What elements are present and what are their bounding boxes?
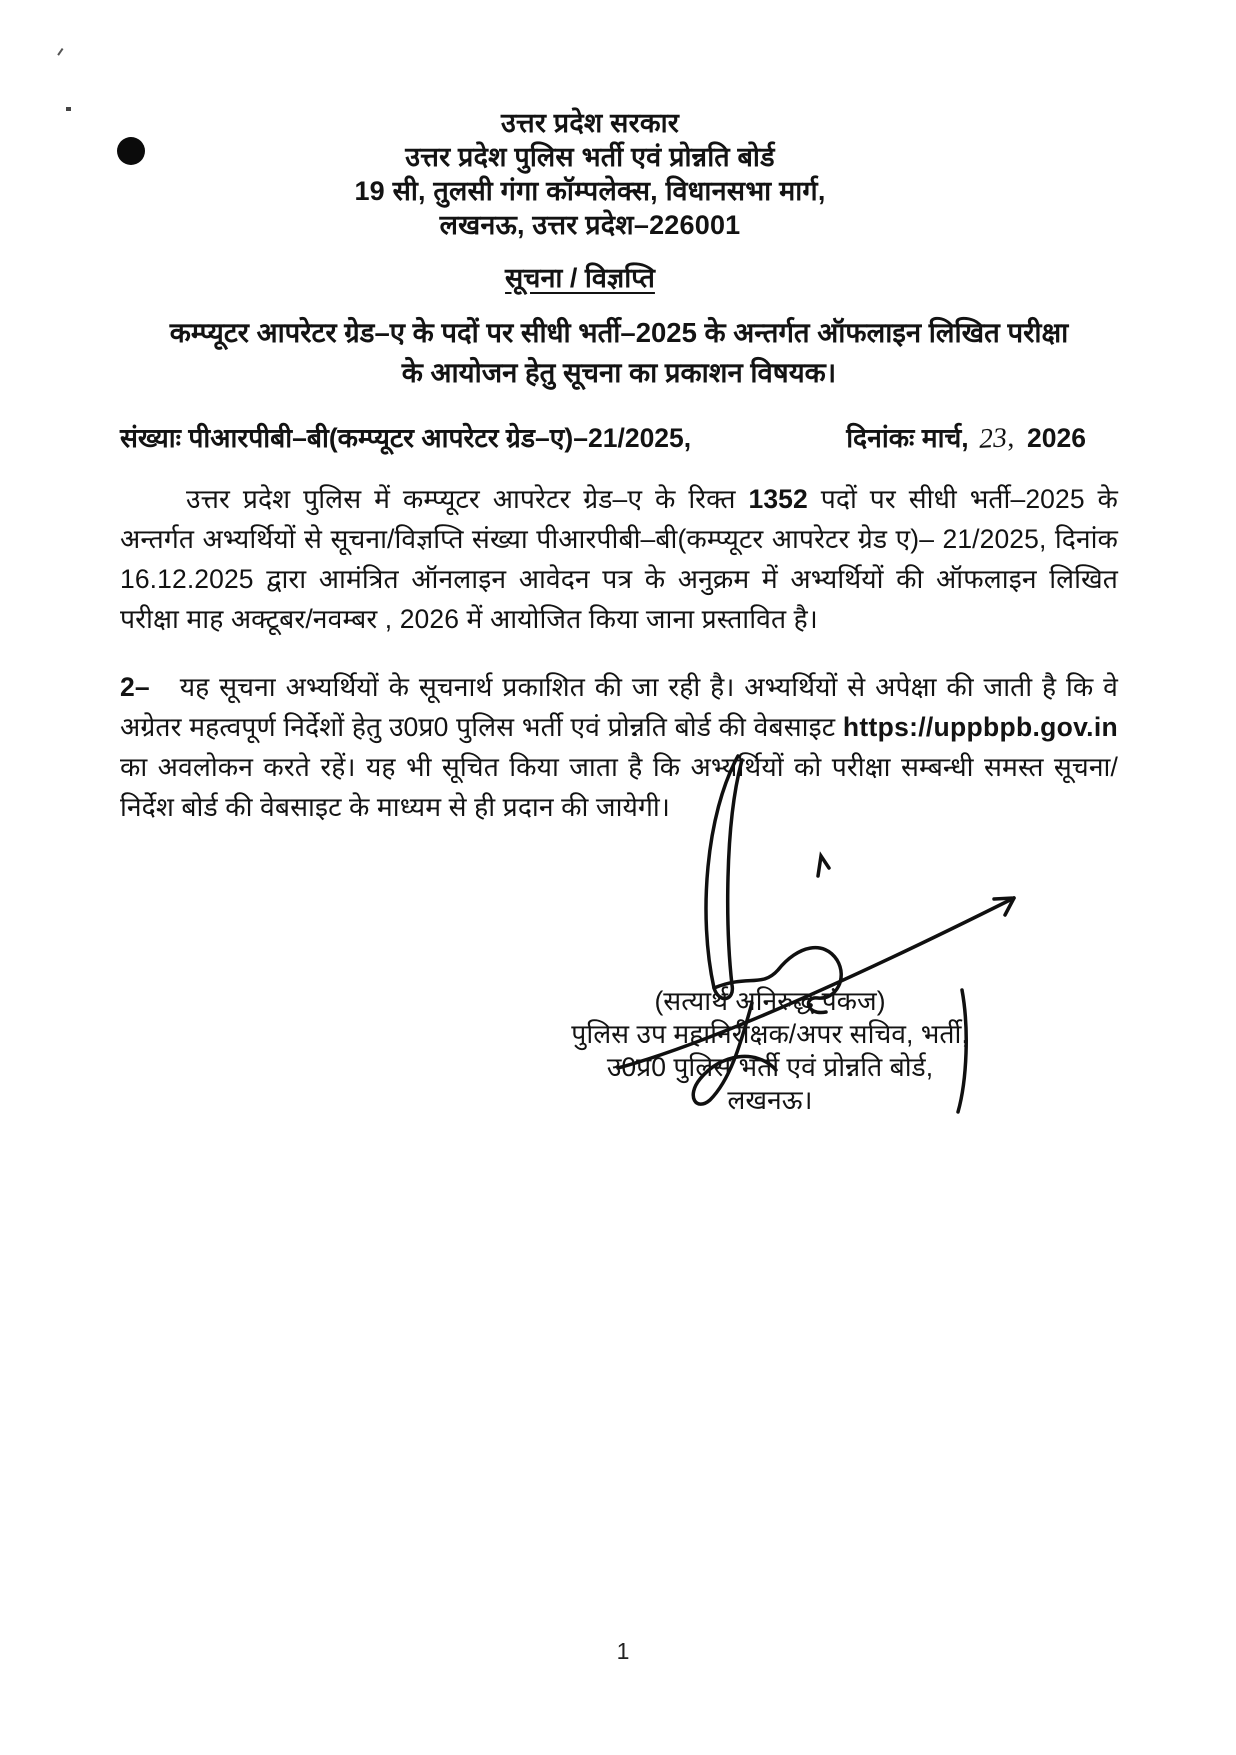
date-label: दिनांकः मार्च, bbox=[846, 423, 969, 453]
para2-text: यह सूचना अभ्यर्थियों के सूचनार्थ प्रकाशित की जा रही है। अभ्यर्थियों से अपेक्षा की जाती है कि वे अग्रेतर महत्वपूर्ण निर्देशों हेतु उ0प्र0 पुलिस भर्ती एवं प्रोन्नति बोर्ड की वेबसाइट bbox=[120, 672, 1118, 742]
reference-line bbox=[0, 419, 1236, 455]
notice-date bbox=[846, 419, 1086, 455]
signatory-organization: उ0प्र0 पुलिस भर्ती एवं प्रोन्नति बोर्ड, bbox=[606, 1052, 934, 1082]
subject bbox=[0, 313, 1236, 393]
signatory-designation: पुलिस उप महानिरीक्षक/अपर सचिव, भर्ती, bbox=[571, 1019, 969, 1049]
notice-title bbox=[0, 258, 1198, 295]
board-website-url: https://uppbpb.gov.in bbox=[842, 712, 1118, 742]
signature-block bbox=[0, 985, 1236, 1117]
government-name: उत्तर प्रदेश सरकार bbox=[500, 108, 680, 138]
handwritten-day: 23, bbox=[977, 422, 1015, 455]
para1-text: पदों पर सीधी भर्ती–2025 के अन्तर्गत अभ्यर्थियों से सूचना/विज्ञप्ति संख्या पीआरपीबी–बी(कम्प्यूटर आपरेटर ग्रेड ए)– 21/2025, दिनांक 16.12.2025 द्वारा आमंत्रित ऑनलाइन आवेदन पत्र के अनुक्रम में अभ्यर्थियों की ऑफलाइन लिखित परीक्षा माह अक्टूबर/नवम्बर , 2026 में आयोजित किया जाना प्रस्तावित है। bbox=[120, 484, 1118, 634]
vacancy-count: 1352 bbox=[748, 484, 808, 514]
date-year: 2026 bbox=[1027, 423, 1086, 453]
paragraph-2 bbox=[0, 667, 1236, 827]
city-pincode-line: लखनऊ, उत्तर प्रदेश–226001 bbox=[439, 210, 741, 240]
notice-title-text: सूचना / विज्ञप्ति bbox=[505, 263, 655, 293]
page-number: 1 bbox=[616, 1638, 630, 1664]
subject-line-2: के आयोजन हेतु सूचना का प्रकाशन विषयक। bbox=[401, 357, 837, 388]
para2-text: का अवलोकन करते रहें। यह भी सूचित किया जाता है कि अभ्यर्थियों को परीक्षा सम्बन्धी समस्त सूचना/निर्देश बोर्ड की वेबसाइट के माध्यम से ही प्रदान की जायेगी। bbox=[120, 752, 1118, 822]
letterhead bbox=[0, 0, 1208, 242]
paragraph-1 bbox=[0, 479, 1236, 639]
subject-line-1: कम्प्यूटर आपरेटर ग्रेड–ए के पदों पर सीधी भर्ती–2025 के अन्तर्गत ऑफलाइन लिखित परीक्षा bbox=[169, 317, 1069, 348]
signatory-place: लखनऊ। bbox=[727, 1085, 813, 1115]
paragraph-number: 2– bbox=[120, 672, 150, 702]
signatory-name: (सत्यार्थ अनिरुद्ध पंकज) bbox=[654, 986, 886, 1016]
reference-number: संख्याः पीआरपीबी–बी(कम्प्यूटर आपरेटर ग्रेड–ए)–21/2025, bbox=[120, 423, 692, 453]
board-name: उत्तर प्रदेश पुलिस भर्ती एवं प्रोन्नति बोर्ड bbox=[405, 142, 775, 172]
address-line: 19 सी, तुलसी गंगा कॉम्पलेक्स, विधानसभा मार्ग, bbox=[354, 176, 826, 206]
para1-text: उत्तर प्रदेश पुलिस में कम्प्यूटर आपरेटर ग्रेड–ए के रिक्त bbox=[186, 484, 749, 514]
